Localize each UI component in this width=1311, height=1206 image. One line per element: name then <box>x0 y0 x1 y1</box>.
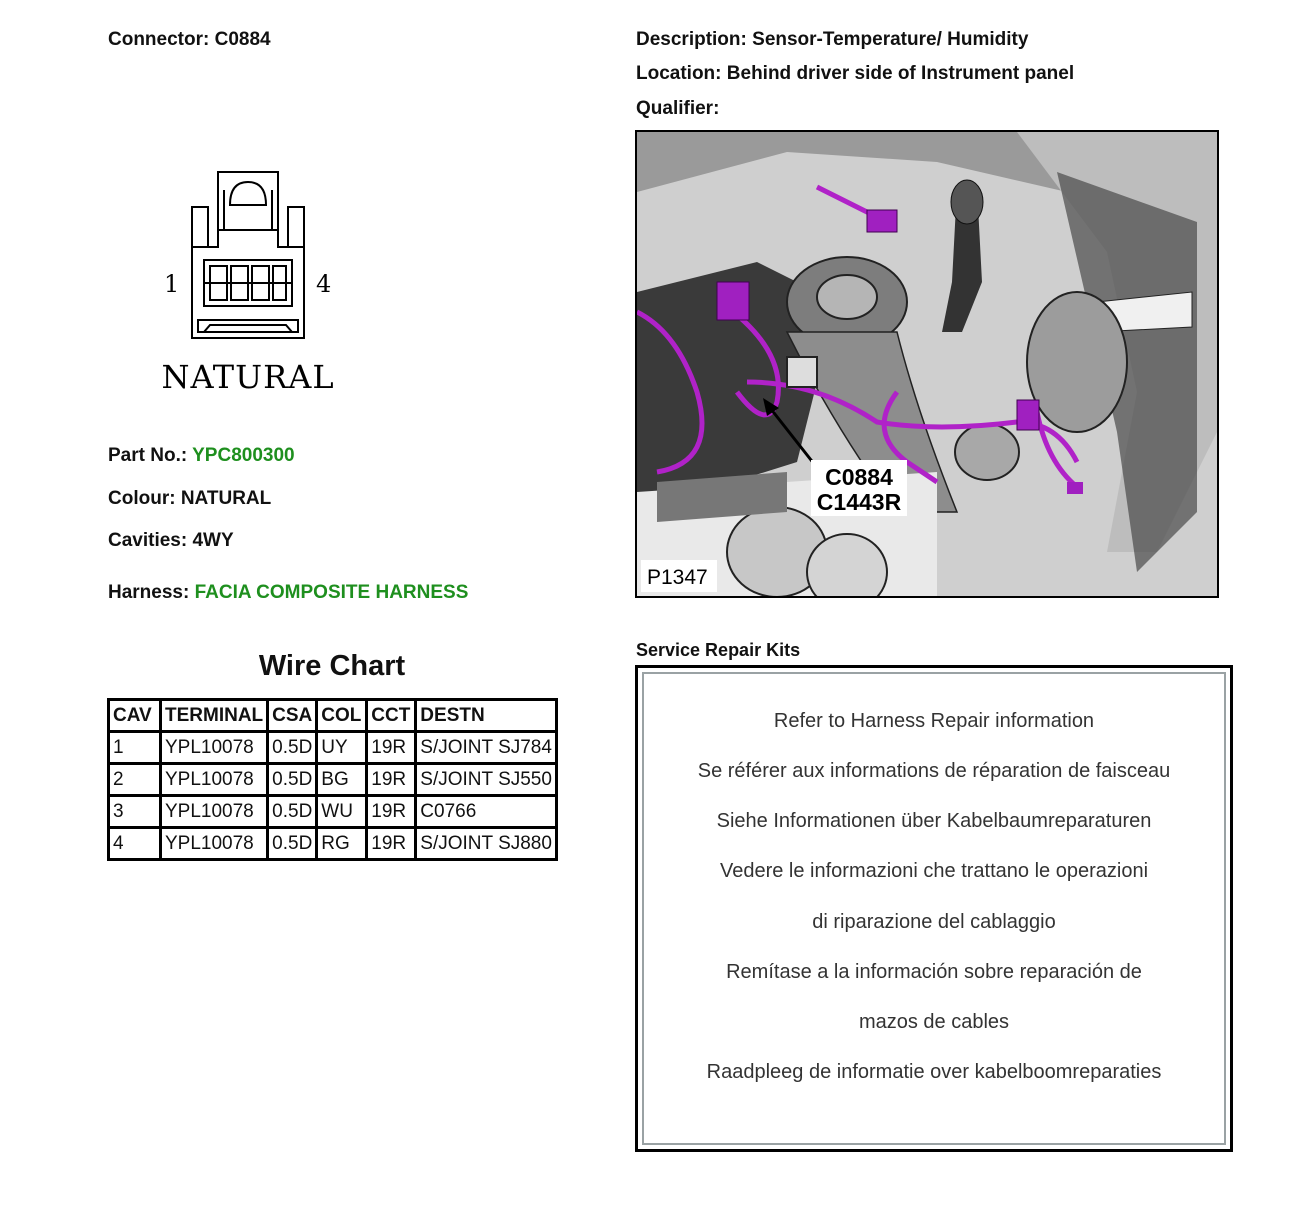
service-kits-inner-panel <box>642 672 1226 1145</box>
cav-cell: 3 <box>109 796 161 828</box>
instrument-panel-illustration <box>637 132 1217 596</box>
col-cav-header: CAV <box>109 700 161 732</box>
kit-line-fr: Se référer aux informations de réparation de faisceau <box>697 760 1171 782</box>
location-value: Behind driver side of Instrument panel <box>726 63 1075 84</box>
connector-heading <box>108 29 271 51</box>
col-cell: BG <box>317 764 367 796</box>
csa-cell: 0.5D <box>268 828 317 860</box>
location-line <box>636 63 1074 85</box>
connector-face-diagram <box>150 160 350 410</box>
col-csa-header: CSA <box>268 700 317 732</box>
table-row <box>109 764 557 796</box>
colour-line <box>108 488 271 510</box>
qualifier-line <box>636 98 719 120</box>
destn-cell: S/JOINT SJ880 <box>416 828 557 860</box>
kit-line-it-1: Vedere le informazioni che trattano le operazioni <box>719 860 1149 882</box>
cavities-line <box>108 530 234 552</box>
destn-cell: C0766 <box>416 796 557 828</box>
wire-chart-table <box>107 698 558 861</box>
pin-4-label: 4 <box>316 270 332 298</box>
photo-id-label: P1347 <box>647 566 708 589</box>
table-row <box>109 796 557 828</box>
col-cell: UY <box>317 732 367 764</box>
col-cct-header: CCT <box>367 700 416 732</box>
csa-cell: 0.5D <box>268 732 317 764</box>
destn-cell: S/JOINT SJ784 <box>416 732 557 764</box>
description-label: Description: <box>636 29 747 50</box>
wire-chart-header-row <box>109 700 557 732</box>
wire-chart-title: Wire Chart <box>258 650 406 682</box>
cav-cell: 4 <box>109 828 161 860</box>
kit-line-en: Refer to Harness Repair information <box>773 710 1095 732</box>
terminal-cell: YPL10078 <box>161 828 268 860</box>
part-no-value[interactable]: YPC800300 <box>192 445 295 466</box>
cct-cell: 19R <box>367 796 416 828</box>
connector-label: Connector: <box>108 29 210 50</box>
callout-c0884-label: C0884 <box>825 464 893 490</box>
location-label: Location: <box>636 63 722 84</box>
kit-line-es-1: Remítase a la información sobre reparación de <box>726 961 1142 983</box>
service-kits-title: Service Repair Kits <box>636 640 801 660</box>
cav-cell: 1 <box>109 732 161 764</box>
terminal-cell: YPL10078 <box>161 764 268 796</box>
col-terminal-header: TERMINAL <box>161 700 268 732</box>
connector-colour-name: NATURAL <box>161 358 335 396</box>
table-row <box>109 732 557 764</box>
terminal-cell: YPL10078 <box>161 796 268 828</box>
harness-line <box>108 582 468 604</box>
cct-cell: 19R <box>367 732 416 764</box>
cavities-value: 4WY <box>192 530 234 551</box>
cct-cell: 19R <box>367 764 416 796</box>
kit-line-es-2: mazos de cables <box>858 1011 1010 1033</box>
terminal-cell: YPL10078 <box>161 732 268 764</box>
cav-cell: 2 <box>109 764 161 796</box>
qualifier-label: Qualifier: <box>636 98 720 119</box>
connector-location-photo <box>635 130 1219 598</box>
col-cell: RG <box>317 828 367 860</box>
colour-label: Colour: <box>108 488 176 509</box>
destn-cell: S/JOINT SJ550 <box>416 764 557 796</box>
part-no-line <box>108 445 295 467</box>
kit-line-it-2: di riparazione del cablaggio <box>812 911 1056 933</box>
col-cell: WU <box>317 796 367 828</box>
col-destn-header: DESTN <box>416 700 557 732</box>
harness-label: Harness: <box>108 582 190 603</box>
csa-cell: 0.5D <box>268 796 317 828</box>
cct-cell: 19R <box>367 828 416 860</box>
callout-c1443r-label: C1443R <box>816 489 902 515</box>
connector-c0884-icon <box>787 357 817 387</box>
connector-outline-icon <box>192 172 304 338</box>
csa-cell: 0.5D <box>268 764 317 796</box>
kit-line-nl: Raadpleeg de informatie over kabelboomreparaties <box>706 1061 1162 1083</box>
service-kits-box <box>635 665 1233 1152</box>
part-no-label: Part No.: <box>108 445 188 466</box>
cavities-label: Cavities: <box>108 530 188 551</box>
description-line <box>636 29 1028 51</box>
table-row <box>109 828 557 860</box>
col-col-header: COL <box>317 700 367 732</box>
connector-value: C0884 <box>214 29 271 50</box>
kit-line-de: Siehe Informationen über Kabelbaumreparaturen <box>716 810 1152 832</box>
harness-value[interactable]: FACIA COMPOSITE HARNESS <box>194 582 469 603</box>
description-value: Sensor-Temperature/ Humidity <box>752 29 1029 50</box>
colour-value: NATURAL <box>180 488 272 509</box>
pin-1-label: 1 <box>164 270 180 298</box>
